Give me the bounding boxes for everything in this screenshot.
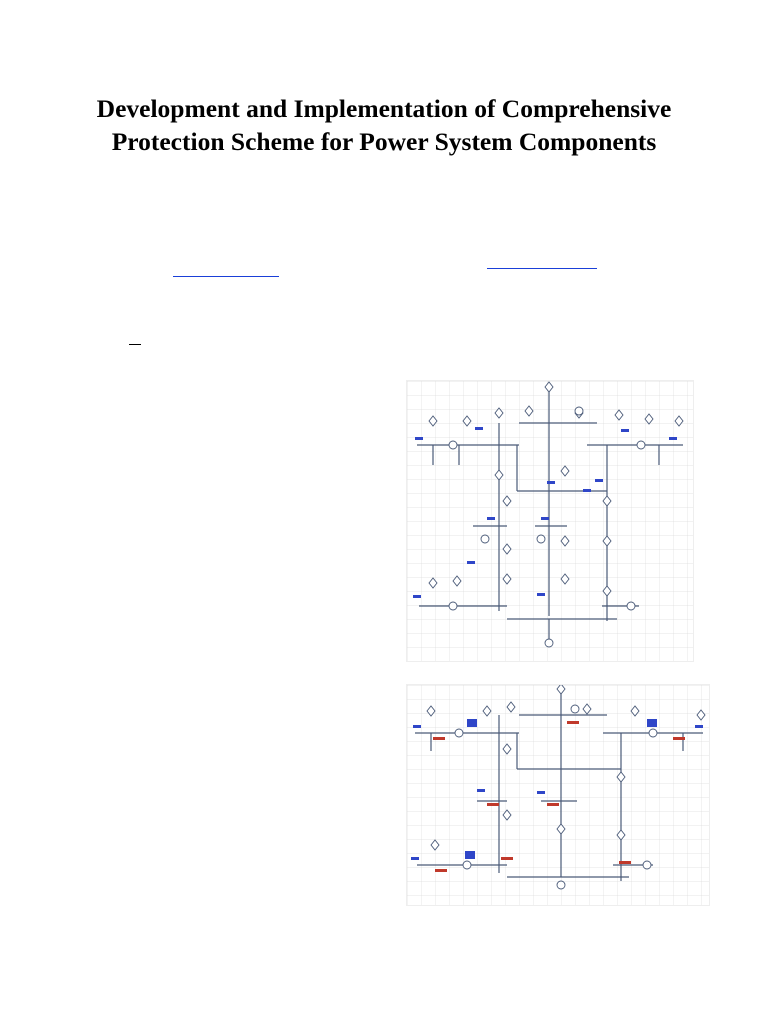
page-title xyxy=(60,92,708,158)
one-line-diagram-a-svg xyxy=(407,381,693,661)
one-line-diagram-figure-b xyxy=(406,684,710,906)
one-line-diagram-figure-a xyxy=(406,380,694,662)
title-line-1: Development and Implementation of Comprehensive xyxy=(96,94,672,123)
author-link-right[interactable] xyxy=(487,268,597,269)
title-line-2: Protection Scheme for Power System Components xyxy=(111,127,657,156)
dash-mark xyxy=(129,344,141,345)
one-line-diagram-b-svg xyxy=(407,685,709,905)
author-link-left[interactable] xyxy=(173,276,279,277)
